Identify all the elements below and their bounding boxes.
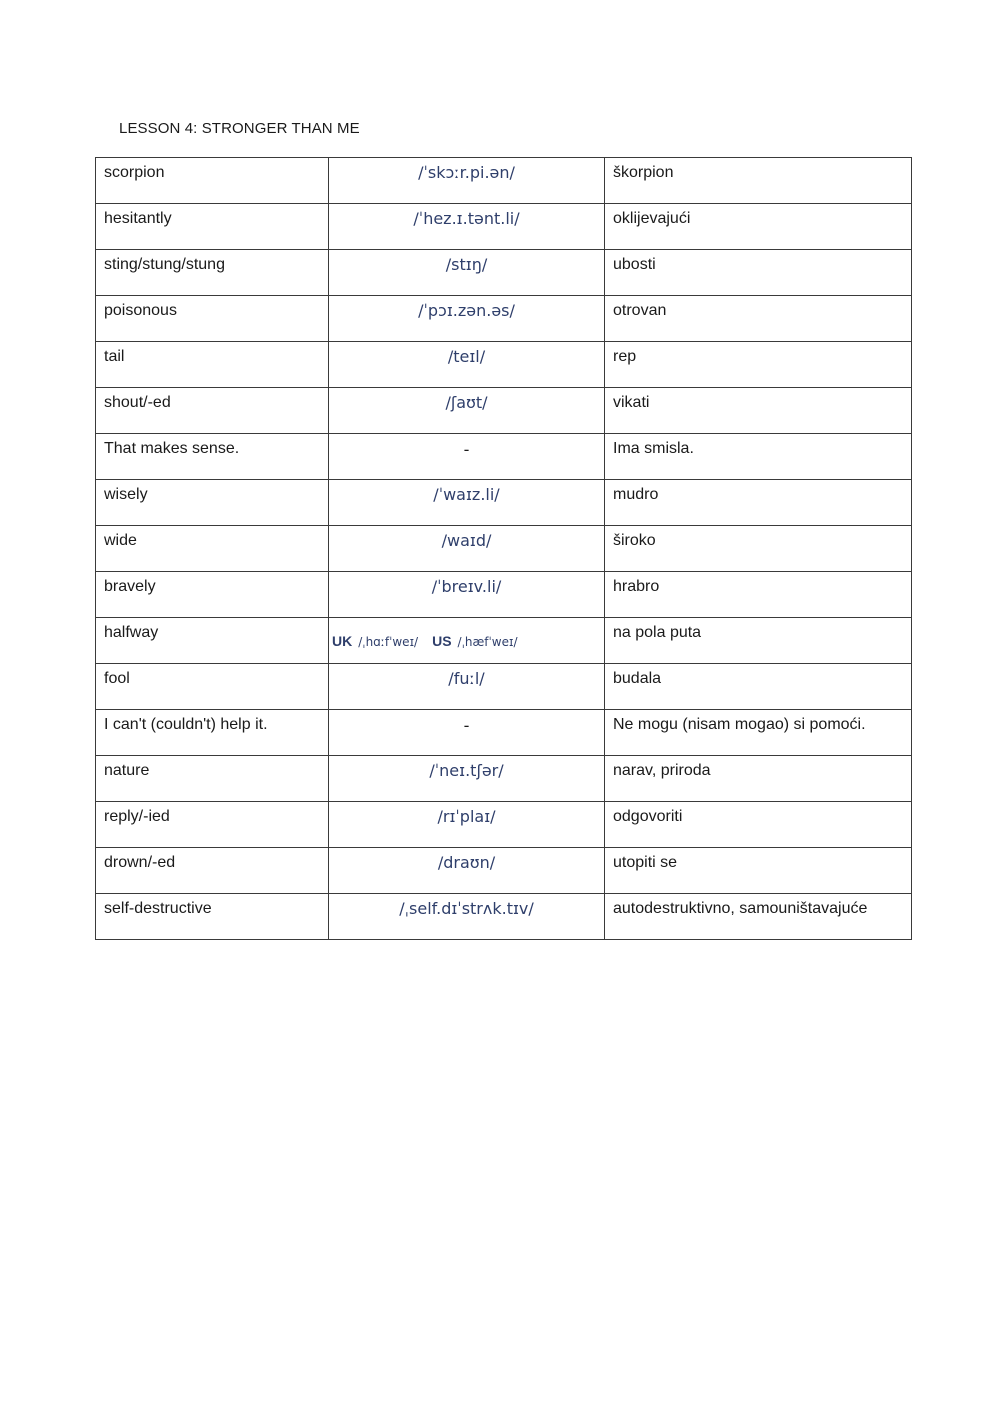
table-row (96, 664, 912, 710)
translation-cell: na pola puta (605, 618, 912, 664)
table-row (96, 572, 912, 618)
word-cell: hesitantly (96, 204, 329, 250)
us-label: US (432, 633, 452, 649)
translation-cell: oklijevajući (605, 204, 912, 250)
pronunciation-cell: /ˌself.dɪˈstrʌk.tɪv/ (329, 894, 605, 940)
translation-cell: Ne mogu (nisam mogao) si pomoći. (605, 710, 912, 756)
word-cell: wisely (96, 480, 329, 526)
word-cell: wide (96, 526, 329, 572)
pronunciation-cell: - (329, 710, 605, 756)
translation-cell: ubosti (605, 250, 912, 296)
word-cell: nature (96, 756, 329, 802)
pronunciation-cell: /draʊn/ (329, 848, 605, 894)
word-cell: poisonous (96, 296, 329, 342)
word-cell: tail (96, 342, 329, 388)
table-row (96, 802, 912, 848)
translation-cell: vikati (605, 388, 912, 434)
translation-cell: hrabro (605, 572, 912, 618)
table-row (96, 480, 912, 526)
vocabulary-table (95, 157, 912, 940)
us-pronunciation: /ˌhæfˈweɪ/ (457, 635, 518, 649)
table-row (96, 710, 912, 756)
translation-cell: autodestruktivno, samouništavajuće (605, 894, 912, 940)
translation-cell: utopiti se (605, 848, 912, 894)
pronunciation-cell: /teɪl/ (329, 342, 605, 388)
word-cell: reply/-ied (96, 802, 329, 848)
word-cell: halfway (96, 618, 329, 664)
word-cell: That makes sense. (96, 434, 329, 480)
table-row (96, 250, 912, 296)
pronunciation-cell (329, 618, 605, 664)
pronunciation-cell: /ˈneɪ.tʃər/ (329, 756, 605, 802)
word-cell: scorpion (96, 158, 329, 204)
uk-pronunciation: /ˌhɑːfˈweɪ/ (358, 635, 419, 649)
pronunciation-cell: /ˈhez.ɪ.tənt.li/ (329, 204, 605, 250)
word-cell: fool (96, 664, 329, 710)
word-cell: I can't (couldn't) help it. (96, 710, 329, 756)
word-cell: drown/-ed (96, 848, 329, 894)
page-title: LESSON 4: STRONGER THAN ME (119, 120, 360, 137)
translation-cell: rep (605, 342, 912, 388)
table-row (96, 204, 912, 250)
table-row (96, 618, 912, 664)
pronunciation-cell: /ʃaʊt/ (329, 388, 605, 434)
table-row (96, 848, 912, 894)
pronunciation-cell: /fuːl/ (329, 664, 605, 710)
pronunciation-cell: - (329, 434, 605, 480)
pronunciation-cell: /ˈpɔɪ.zən.əs/ (329, 296, 605, 342)
word-cell: bravely (96, 572, 329, 618)
pronunciation-cell: /ˈbreɪv.li/ (329, 572, 605, 618)
table-row (96, 526, 912, 572)
table-row (96, 894, 912, 940)
table-row (96, 434, 912, 480)
pronunciation-cell: /rɪˈplaɪ/ (329, 802, 605, 848)
translation-cell: otrovan (605, 296, 912, 342)
pronunciation-cell: /waɪd/ (329, 526, 605, 572)
translation-cell: budala (605, 664, 912, 710)
table-row (96, 388, 912, 434)
table-row (96, 756, 912, 802)
translation-cell: odgovoriti (605, 802, 912, 848)
translation-cell: škorpion (605, 158, 912, 204)
pronunciation-cell: /stɪŋ/ (329, 250, 605, 296)
word-cell: self-destructive (96, 894, 329, 940)
translation-cell: široko (605, 526, 912, 572)
translation-cell: mudro (605, 480, 912, 526)
table-row (96, 158, 912, 204)
table-row (96, 342, 912, 388)
translation-cell: Ima smisla. (605, 434, 912, 480)
word-cell: shout/-ed (96, 388, 329, 434)
table-row (96, 296, 912, 342)
pronunciation-cell: /ˈwaɪz.li/ (329, 480, 605, 526)
word-cell: sting/stung/stung (96, 250, 329, 296)
uk-label: UK (332, 633, 353, 649)
translation-cell: narav, priroda (605, 756, 912, 802)
pronunciation-cell: /ˈskɔːr.pi.ən/ (329, 158, 605, 204)
